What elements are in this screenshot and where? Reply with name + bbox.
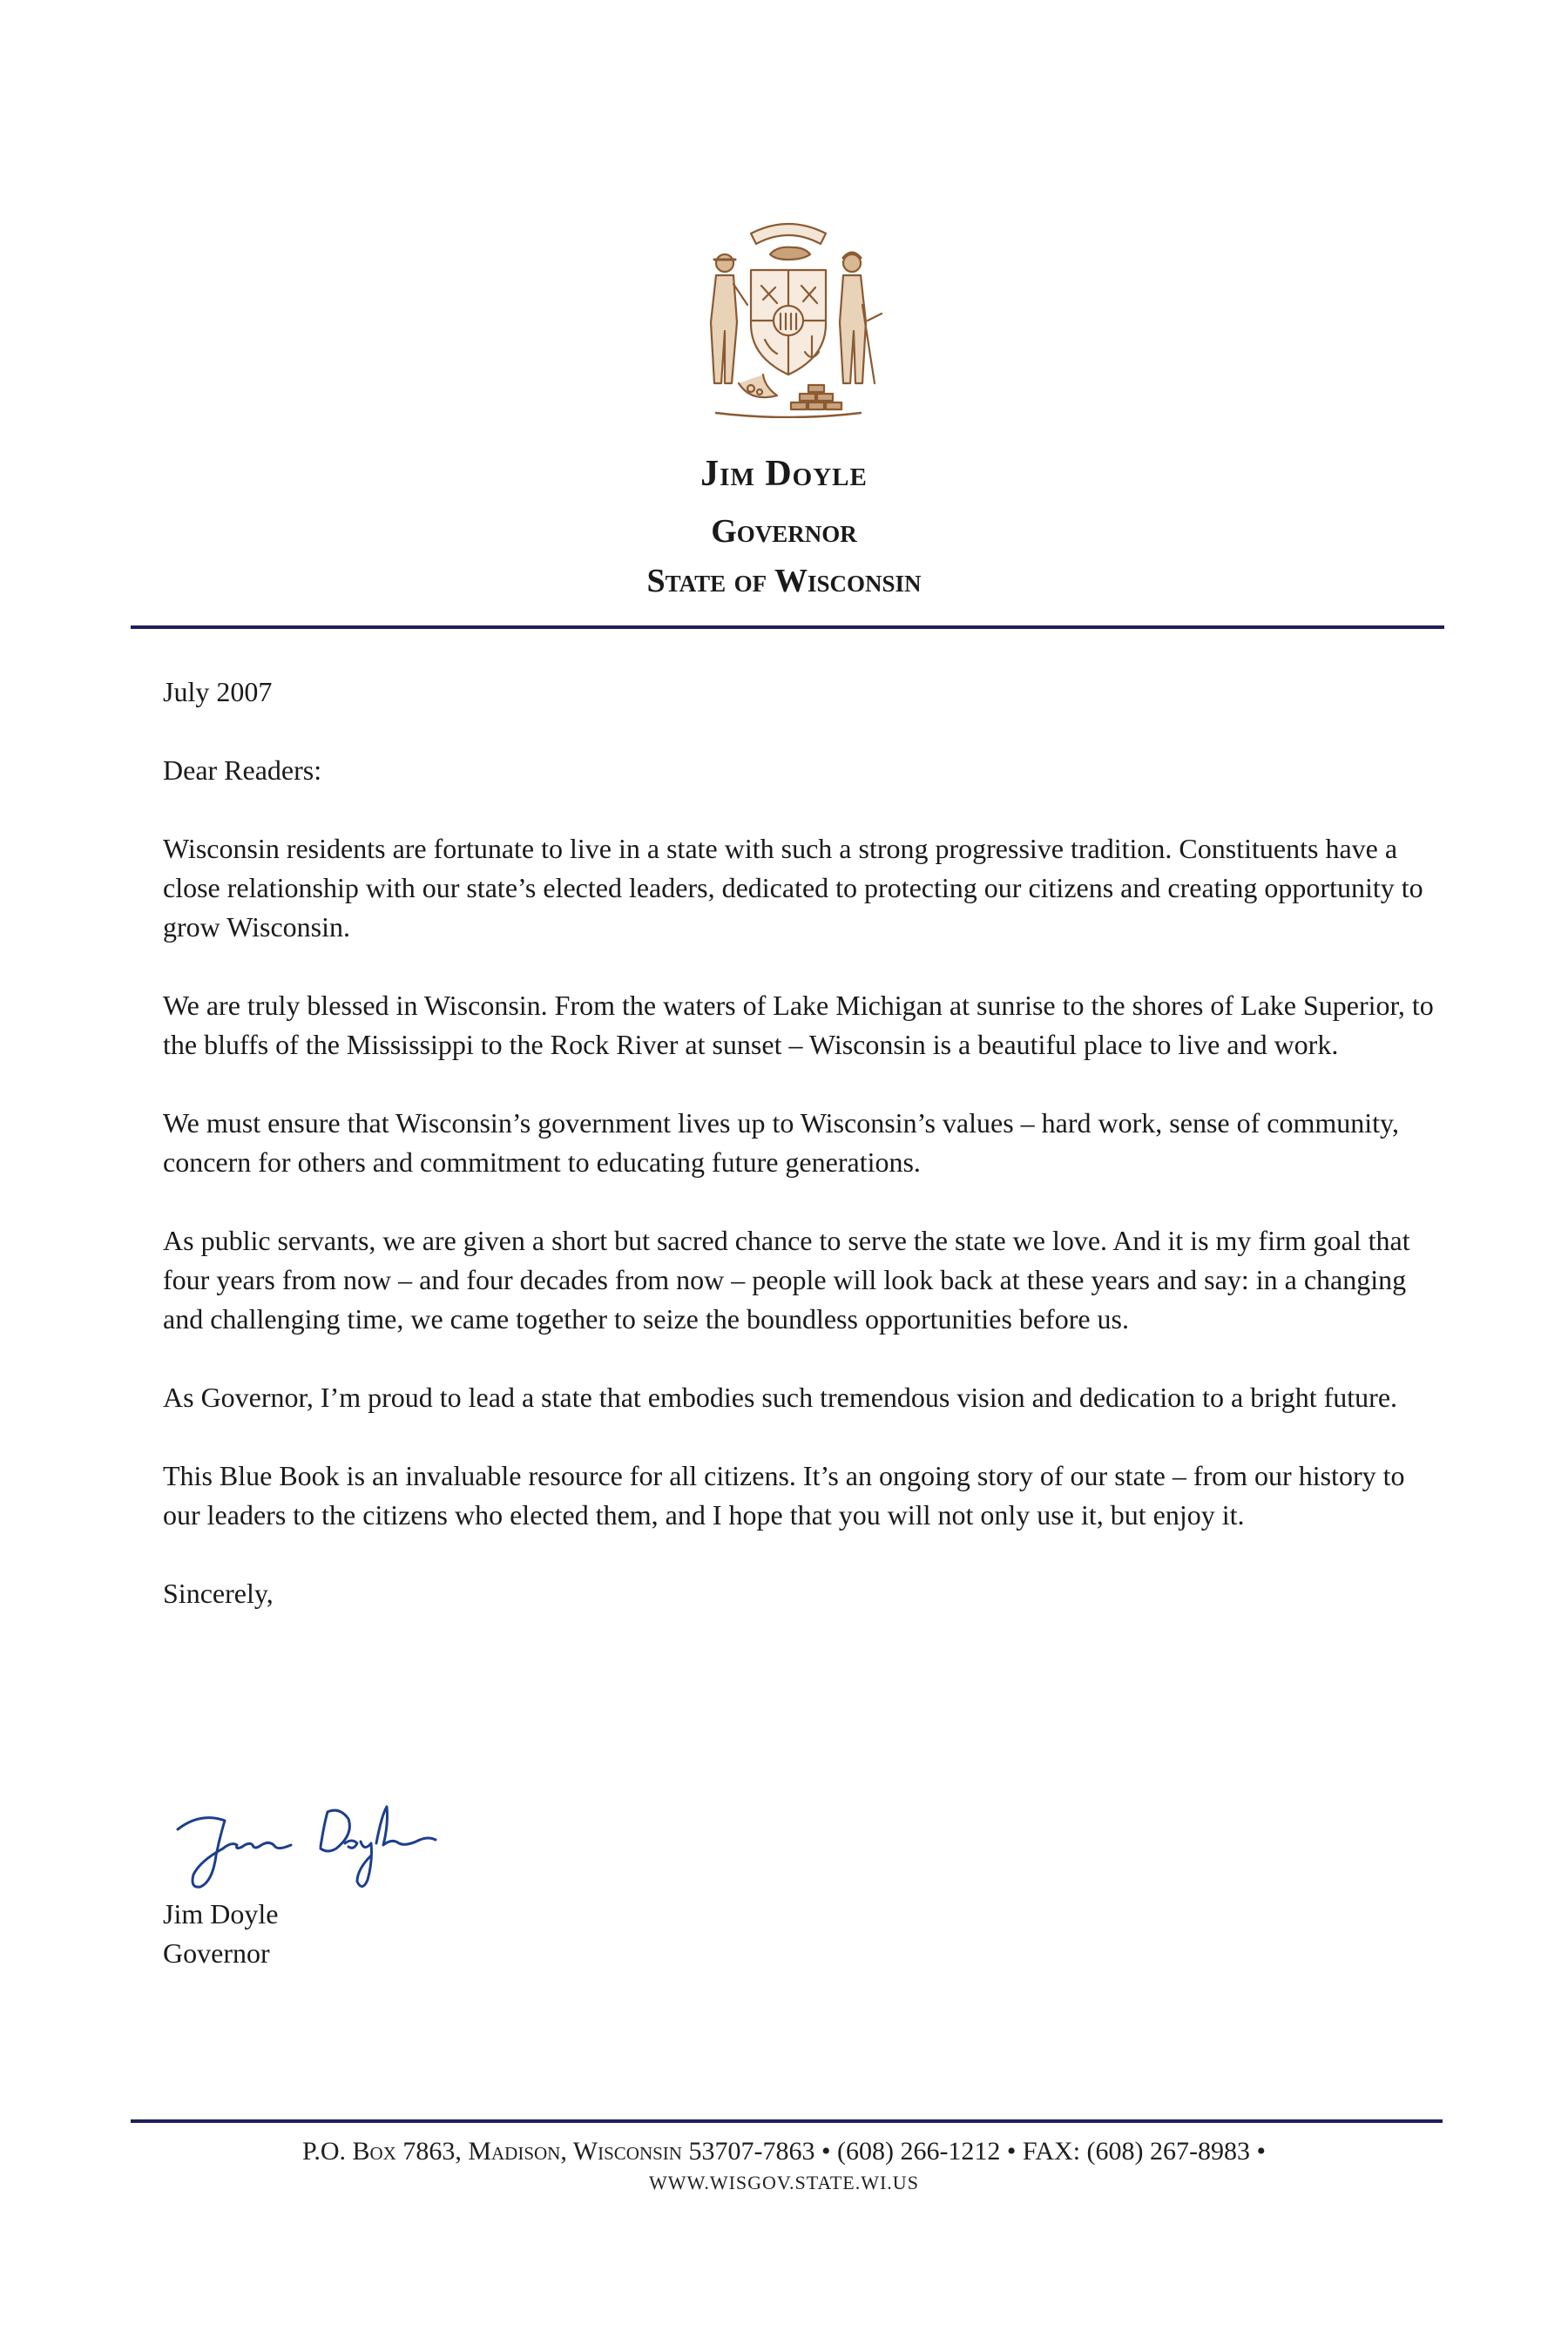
letter-paragraph: Wisconsin residents are fortunate to live in a state with such a strong progressive tradition. Constituents have a close relationship with our state’s elected leaders, dedicated to protecting our citizens and creating opportunity to grow Wisconsin. [163,833,1423,943]
footer-address: P.O. Box 7863, Madison, Wisconsin 53707-7863 • (608) 266-1212 • FAX: (608) 267-8983 • [301,2137,1267,2166]
footer-website: WWW.WISGOV.STATE.WI.US [649,2172,919,2193]
letter-paragraph: We are truly blessed in Wisconsin. From the waters of Lake Michigan at sunrise to the shores of Lake Superior, to the bluffs of the Mississippi to the Rock River at sunset – Wisconsin is a beautiful place to live and work. [163,990,1434,1060]
signer-block [163,1895,278,1973]
letterhead-divider [131,625,1444,629]
letter-closing: Sincerely, [163,1578,274,1609]
letterhead-state: State of Wisconsin [646,563,922,599]
letter-paragraph: This Blue Book is an invaluable resource for all citizens. It’s an ongoing story of our state – from our history to our leaders to the citizens who elected them, and I hope that you will not only use it, but enjoy it. [163,1460,1405,1531]
letter-paragraph: As public servants, we are given a short but sacred chance to serve the state we love. And it is my firm goal that four years from now – and four decades from now – people will look back at these years and say: in a changing and challenging time, we came together to seize the boundless opportunities before us. [163,1225,1410,1335]
letterhead-title: Governor [711,513,857,550]
letterhead-name: Jim Doyle [700,454,868,494]
letter-paragraph: As Governor, I’m proud to lead a state that embodies such tremendous vision and dedication to a bright future. [163,1382,1398,1413]
letter-salutation: Dear Readers: [163,754,322,786]
footer-divider [131,2119,1443,2123]
letter-paragraph: We must ensure that Wisconsin’s government lives up to Wisconsin’s values – hard work, sense of community, concern for others and commitment to educating future generations. [163,1107,1399,1178]
signer-name: Jim Doyle [163,1898,279,1930]
state-seal-logo [690,209,887,418]
letter-date: July 2007 [163,676,273,707]
handwritten-signature [174,1794,462,1899]
signer-title: Governor [163,1937,270,1969]
letter-body [163,672,1435,1613]
